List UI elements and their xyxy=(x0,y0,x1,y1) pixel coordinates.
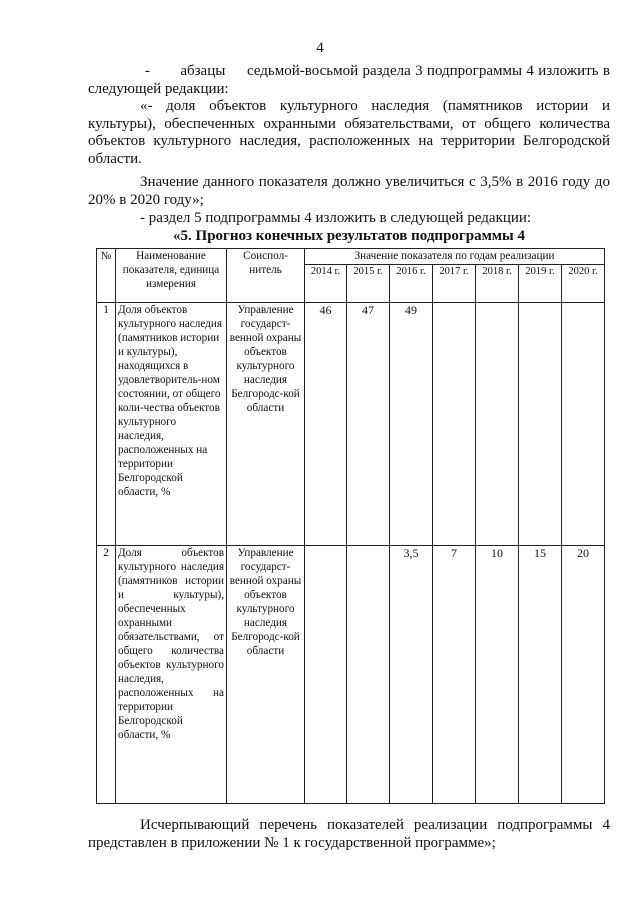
row-name: Доля объектов культурного наследия (памятников истории и культуры), обеспеченных охранными обязательствами, от общего количества объектов культурного наследия, расположенных на территории Белгородской области, % xyxy=(116,546,227,804)
header-year: 2017 г. xyxy=(433,265,476,303)
header-year: 2019 г. xyxy=(519,265,562,303)
closing-text xyxy=(88,816,610,852)
row-executor: Управление государст-венной охраны объектов культурного наследия Белгородс-кой области xyxy=(227,546,305,804)
section5-note: - раздел 5 подпрограммы 4 изложить в следующей редакции: xyxy=(140,210,532,226)
row-value xyxy=(433,303,476,546)
row-value: 15 xyxy=(519,546,562,804)
header-year: 2014 г. xyxy=(305,265,347,303)
table-row xyxy=(97,546,605,804)
header-year: 2016 г. xyxy=(390,265,433,303)
row-value xyxy=(476,303,519,546)
row-value xyxy=(347,546,390,804)
row-value xyxy=(519,303,562,546)
header-value-group: Значение показателя по годам реализации xyxy=(305,249,605,265)
row-value: 10 xyxy=(476,546,519,804)
row-value: 47 xyxy=(347,303,390,546)
row-num: 2 xyxy=(97,546,116,804)
amendment-paragraph: - абзацы седьмой-восьмой раздела 3 подпрограммы 4 изложить в следующей редакции: xyxy=(88,63,610,97)
row-executor: Управление государст-венной охраны объектов культурного наследия Белгородс-кой области xyxy=(227,303,305,546)
value-note: Значение данного показателя должно увеличиться с 3,5% в 2016 году до 20% в 2020 году»; xyxy=(88,174,610,208)
row-value: 46 xyxy=(305,303,347,546)
header-year: 2018 г. xyxy=(476,265,519,303)
page-number: 4 xyxy=(316,40,324,56)
row-value: 49 xyxy=(390,303,433,546)
results-table xyxy=(96,248,605,804)
row-value xyxy=(562,303,605,546)
header-year: 2015 г. xyxy=(347,265,390,303)
table-row xyxy=(97,303,605,546)
header-executor: Соиспол-нитель xyxy=(227,249,305,303)
row-value: 20 xyxy=(562,546,605,804)
header-year: 2020 г. xyxy=(562,265,605,303)
header-name: Наименование показателя, единица измерения xyxy=(116,249,227,303)
quoted-indicator: «- доля объектов культурного наследия (памятников истории и культуры), обеспеченных охранными обязательствами, от общего количества объектов культурного наследия, расположенных на территории Белгородской области. xyxy=(88,98,610,167)
row-name: Доля объектов культурного наследия (памятников истории и культуры), находящихся в удовлетворитель-ном состоянии, от общего коли-чества объектов культурного наследия, расположенных на территории Белгородской области, % xyxy=(116,303,227,546)
row-value: 7 xyxy=(433,546,476,804)
row-num: 1 xyxy=(97,303,116,546)
row-value: 3,5 xyxy=(390,546,433,804)
row-value xyxy=(305,546,347,804)
intro-text xyxy=(88,63,610,245)
table-title: «5. Прогноз конечных результатов подпрограммы 4 xyxy=(173,227,525,244)
header-num: № xyxy=(97,249,116,303)
closing-paragraph: Исчерпывающий перечень показателей реализации подпрограммы 4 представлен в приложении № 1 к государственной программе»; xyxy=(88,817,610,851)
